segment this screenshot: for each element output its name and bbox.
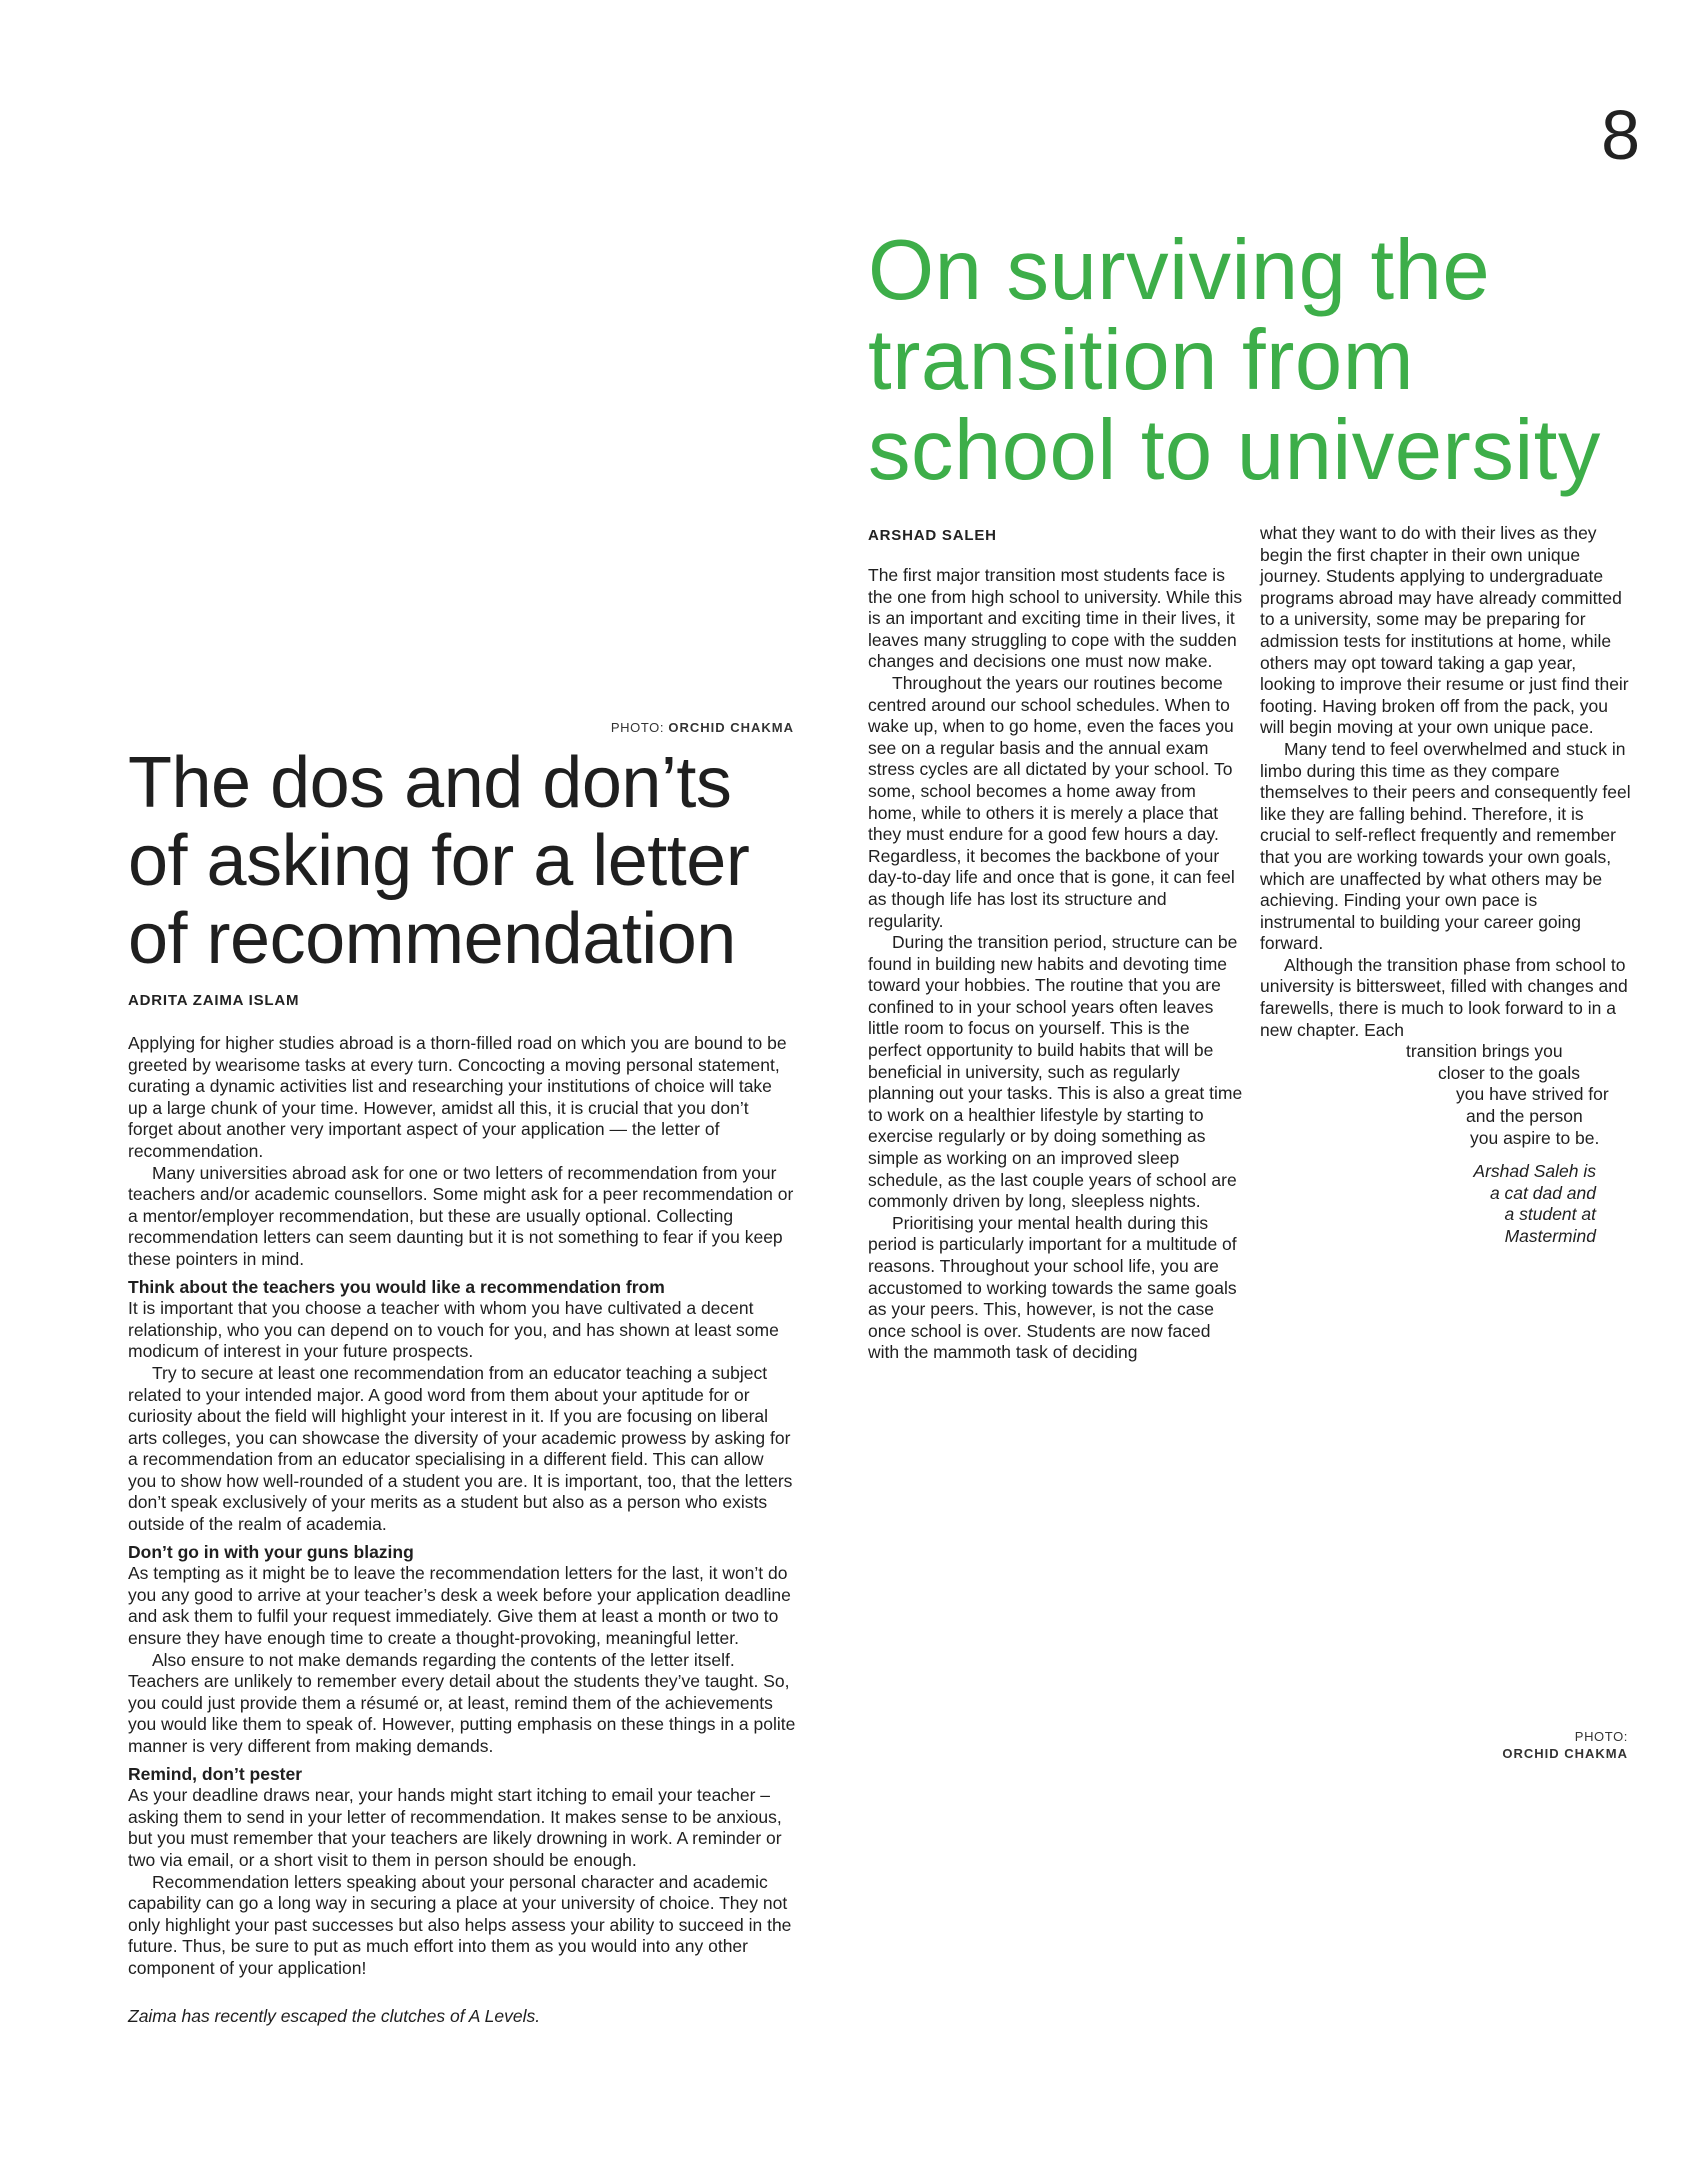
bio-line: Mastermind bbox=[1504, 1226, 1596, 1246]
paragraph: Try to secure at least one recommendation from an educator teaching a subject related to your intended major. A good word from them about your aptitude for or curiosity about the field will highlight your interest in it. If you are focusing on liberal arts colleges, you can showcase the diversity of your academic prowess by asking for a recommendation from an educator specialising in a different field. This can allow you to show how well-rounded of a student you are. It is important, too, that the letters don’t speak exclusively of your merits as a student but also as a person who exists outside of the realm of academia. bbox=[128, 1362, 793, 1535]
photo-credit-label: PHOTO: bbox=[610, 720, 665, 735]
bio-line: a student at bbox=[1504, 1204, 1596, 1225]
paragraph: Many tend to feel overwhelmed and stuck in limbo during this time as they compare themselves to their peers and consequently feel like they are falling behind. Therefore, it is crucial to self-reflect frequently and remember that you are working towards your own goals, which are unaffected by what others may be achieving. Finding your own pace is instrumental to building your career going forward. bbox=[1260, 738, 1631, 954]
right-article-byline: ARSHAD SALEH bbox=[868, 527, 997, 544]
page-number: 8 bbox=[1601, 96, 1640, 174]
right-article-author-bio bbox=[1260, 1161, 1632, 1247]
paragraph: As tempting as it might be to leave the recommendation letters for the last, it won’t do you any good to arrive at your teacher’s desk a week before your application deadline and ask them to fulfil your request immediately. Give them at least a month or two to ensure they have enough time to create a thought-provoking, meaningful letter. bbox=[128, 1563, 791, 1649]
left-article-body bbox=[128, 1033, 796, 2027]
paragraph: The first major transition most students face is the one from high school to university. While this is an important and exciting time in their lives, it leaves many struggling to cope with the sudden changes and decisions one must now make. bbox=[868, 565, 1243, 672]
bio-line: a cat dad and bbox=[1489, 1182, 1596, 1203]
left-article-author-bio: Zaima has recently escaped the clutches of A Levels. bbox=[128, 2005, 541, 2026]
paragraph: what they want to do with their lives as they begin the first chapter in their own unique journey. Students applying to undergraduate programs abroad may have already committed to a university, some may be preparing for admission tests for institutions at home, while others may opt toward taking a gap year, looking to improve their resume or just find their footing. Having broken off from the pack, you will begin moving at your own unique pace. bbox=[1260, 523, 1629, 738]
tail-line: and the person bbox=[1466, 1106, 1583, 1127]
paragraph: As your deadline draws near, your hands might start itching to email your teacher – asking them to send in your letter of recommendation. It makes sense to be anxious, but you must remember that your teachers are likely drowning in work. A reminder or two via email, or a short visit to them in person should be enough. bbox=[128, 1785, 782, 1870]
paragraph: Prioritising your mental health during this period is particularly important for a multitude of reasons. Throughout your school life, you are accustomed to working towards the same goals as your peers. This, however, is not the case once school is over. Students are now faced with the mammoth task of deciding bbox=[868, 1212, 1237, 1363]
left-photo-credit bbox=[450, 720, 794, 735]
right-article-column-2 bbox=[1260, 523, 1632, 1248]
right-article-column-1 bbox=[868, 565, 1243, 1364]
paragraph: Many universities abroad ask for one or two letters of recommendation from your teachers and/or academic counsellors. Some might ask for a peer recommendation or a mentor/employer recommendation, but these are usually optional. Collecting recommendation letters can seem daunting but it is not something to fear if you keep these pointers in mind. bbox=[128, 1162, 794, 1269]
paragraph: Throughout the years our routines become centred around our school schedules. When to wake up, when to go home, even the faces you see on a regular basis and the annual exam stress cycles are all dictated by your school. To some, school becomes a home away from home, while to others it is merely a place that they must endure for a good few hours a day. Regardless, it becomes the backbone of your day-to-day life and once that is gone, it can feel as though life has lost its structure and regularity. bbox=[868, 672, 1235, 931]
tail-line: transition brings you bbox=[1406, 1041, 1563, 1062]
photo-credit-name: ORCHID CHAKMA bbox=[668, 720, 794, 735]
tail-line: you aspire to be. bbox=[1470, 1127, 1600, 1148]
section-heading: Don’t go in with your guns blazing bbox=[128, 1541, 414, 1562]
photo-credit-name: ORCHID CHAKMA bbox=[1502, 1746, 1628, 1761]
paragraph: During the transition period, structure can be found in building new habits and devoting time toward your hobbies. The routine that you are confined to in your school years often leaves little room to focus on yourself. This is the perfect opportunity to build habits that will be beneficial in university, such as regularly planning out your tasks. This is also a great time to work on a healthier lifestyle by starting to exercise regularly or by doing something as simple as working on an improved sleep schedule, as the last couple years of school are commonly driven by long, sleepless nights. bbox=[868, 932, 1243, 1212]
left-article-byline: ADRITA ZAIMA ISLAM bbox=[128, 992, 300, 1009]
paragraph: Also ensure to not make demands regarding the contents of the letter itself. Teachers are unlikely to remember every detail about the students they’ve taught. So, you could just provide them a résumé or, at least, remind them of the achievements you would like them to speak of. However, putting emphasis on these things in a polite manner is very different from making demands. bbox=[128, 1649, 796, 1756]
bio-line: Arshad Saleh is bbox=[1473, 1161, 1596, 1182]
column-tail bbox=[1260, 1041, 1632, 1149]
paragraph: Recommendation letters speaking about your personal character and academic capability can go a long way in securing a place at your university of choice. They not only highlight your past successes but also helps assess your ability to succeed in the future. Thus, be sure to put as much effort into them as you would into any other component of your application! bbox=[128, 1871, 792, 1978]
left-article-title: The dos and don’ts of asking for a letter of recommendation bbox=[128, 743, 750, 979]
right-photo-credit bbox=[1400, 1728, 1628, 1762]
photo-credit-label: PHOTO: bbox=[1574, 1729, 1628, 1744]
paragraph: Although the transition phase from school to university is bittersweet, filled with changes and farewells, there is much to look forward to in a new chapter. Each bbox=[1260, 954, 1628, 1040]
section-heading: Think about the teachers you would like a recommendation from bbox=[128, 1276, 665, 1297]
right-article-title: On surviving the transition from school to university bbox=[868, 223, 1601, 498]
paragraph: It is important that you choose a teacher with whom you have cultivated a decent relationship, who you can depend on to vouch for you, and has shown at least some modicum of interest in your future prospects. bbox=[128, 1298, 779, 1362]
paragraph: Applying for higher studies abroad is a thorn-filled road on which you are bound to be greeted by wearisome tasks at every turn. Concocting a moving personal statement, curating a dynamic activities list and researching your institutions of choice will take up a large chunk of your time. However, amidst all this, it is crucial that you don’t forget about another very important aspect of your application — the letter of recommendation. bbox=[128, 1033, 787, 1161]
tail-line: closer to the goals bbox=[1438, 1062, 1581, 1083]
tail-line: you have strived for bbox=[1456, 1084, 1609, 1105]
section-heading: Remind, don’t pester bbox=[128, 1763, 303, 1784]
